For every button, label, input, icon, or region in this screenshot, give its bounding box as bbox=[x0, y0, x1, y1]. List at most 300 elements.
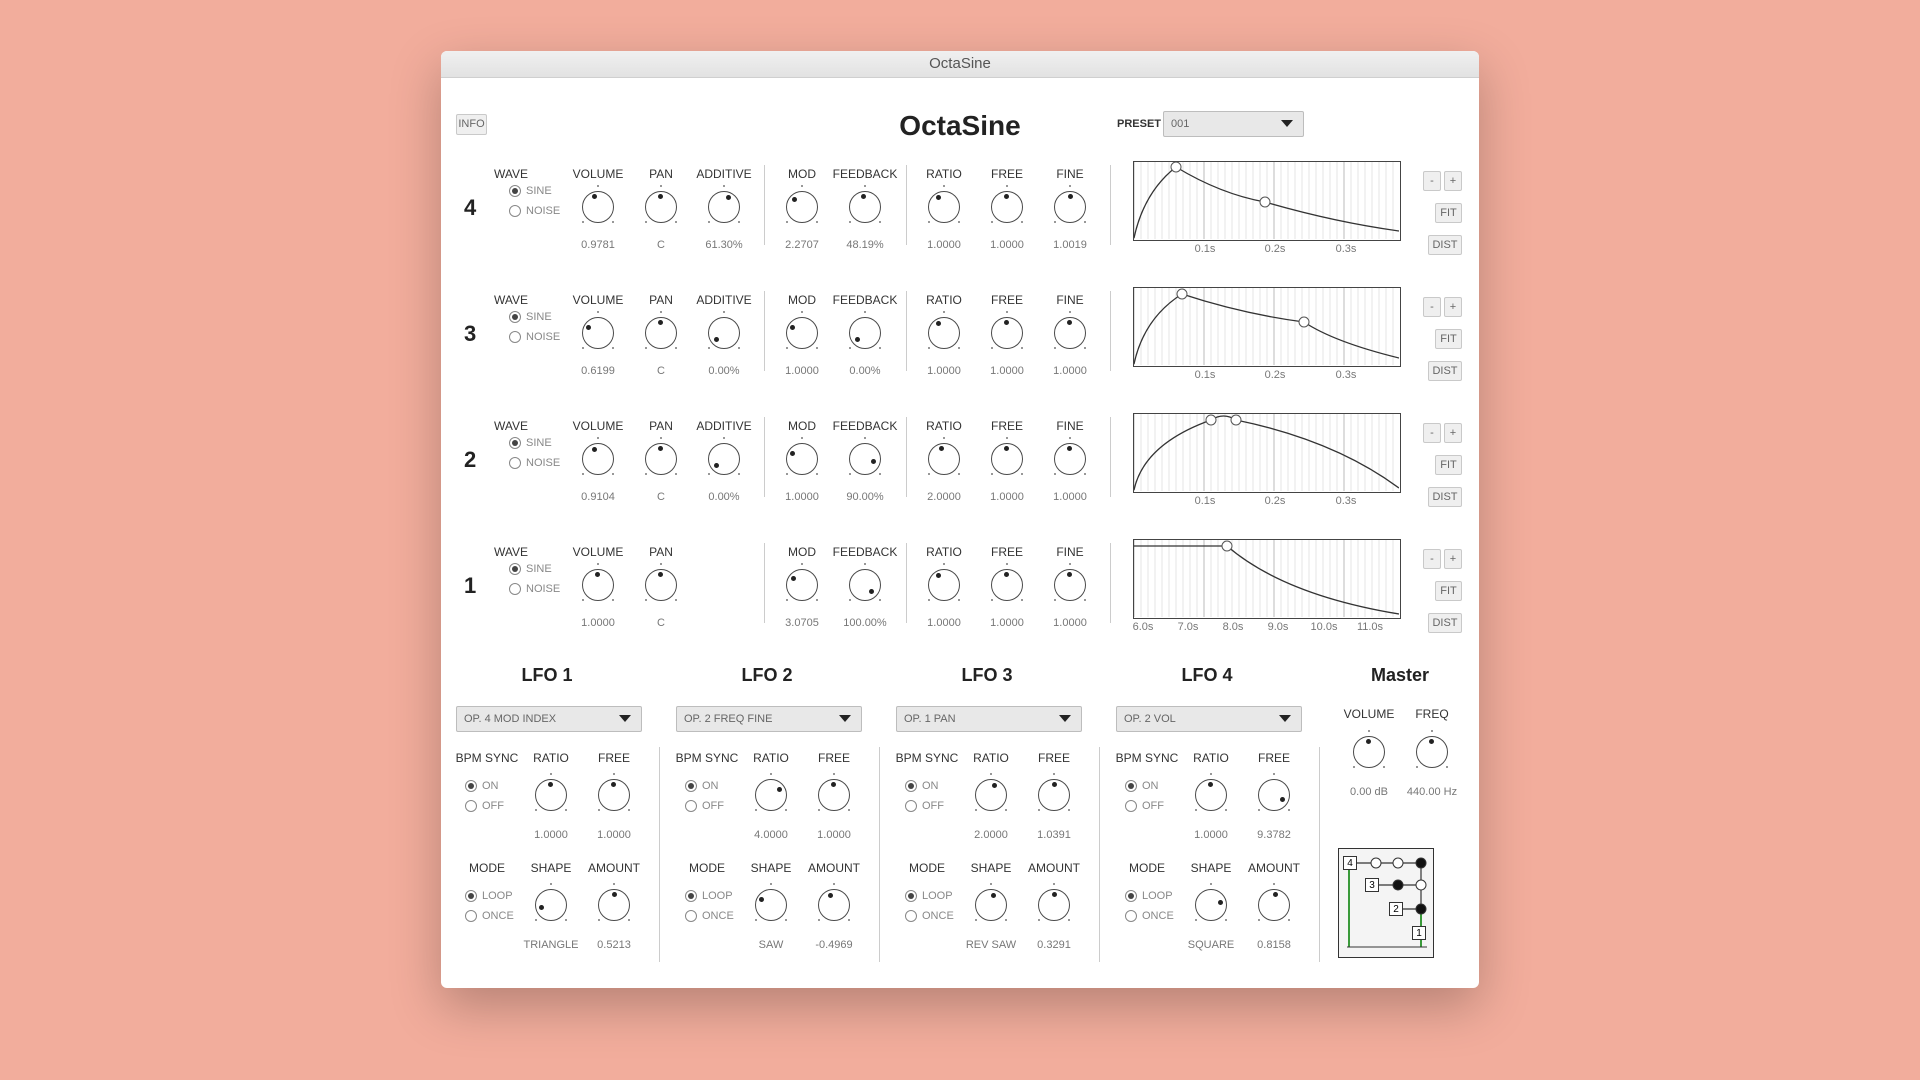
knob-tick bbox=[991, 347, 993, 349]
envelope-handle[interactable] bbox=[1231, 415, 1241, 425]
fine-knob[interactable] bbox=[1054, 317, 1086, 349]
ratio-knob[interactable] bbox=[928, 443, 960, 475]
lfo-target-select[interactable] bbox=[456, 706, 642, 732]
mode-loop[interactable] bbox=[685, 890, 733, 902]
operator-box: 3 bbox=[1365, 878, 1379, 892]
knob-tick bbox=[1084, 221, 1086, 223]
knob-tick bbox=[849, 473, 851, 475]
lfo-divider bbox=[1319, 747, 1320, 962]
envelope-handle[interactable] bbox=[1177, 289, 1187, 299]
envelope-time-label: 0.3s bbox=[1335, 243, 1357, 255]
lfo-free-label: FREE bbox=[1257, 751, 1290, 765]
section-divider bbox=[1110, 417, 1111, 497]
knob-label-fine: FINE bbox=[1056, 167, 1084, 181]
knob-tick bbox=[928, 599, 930, 601]
knob-tick bbox=[1368, 730, 1370, 732]
matrix-node[interactable] bbox=[1393, 880, 1403, 890]
knob-tick bbox=[990, 883, 992, 885]
knob-indicator bbox=[831, 782, 836, 787]
lfo-free-knob[interactable] bbox=[1258, 779, 1290, 811]
shape-value: REV SAW bbox=[965, 939, 1017, 951]
zoom-in-button[interactable]: + bbox=[1444, 549, 1462, 569]
knob-tick bbox=[770, 773, 772, 775]
knob-tick bbox=[801, 437, 803, 439]
mode-once[interactable] bbox=[685, 910, 734, 922]
lfo-free-label: FREE bbox=[1037, 751, 1070, 765]
lfo-ratio-value: 2.0000 bbox=[974, 829, 1008, 841]
knob-value-feedback: 48.19% bbox=[846, 239, 884, 251]
shape-value: SAW bbox=[758, 939, 784, 951]
bpm-sync-on[interactable] bbox=[905, 780, 939, 792]
lfo-ratio-knob[interactable] bbox=[755, 779, 787, 811]
envelope-graph[interactable] bbox=[1133, 539, 1401, 619]
knob-tick bbox=[612, 599, 614, 601]
radio-label: LOOP bbox=[702, 890, 733, 902]
wave-label: WAVE bbox=[493, 419, 528, 433]
mode-loop[interactable] bbox=[905, 890, 953, 902]
knob-tick bbox=[1258, 809, 1260, 811]
knob-tick bbox=[1038, 809, 1040, 811]
bpm-sync-off[interactable] bbox=[465, 800, 504, 812]
knob-value-fine: 1.0019 bbox=[1053, 239, 1087, 251]
knob-tick bbox=[708, 347, 710, 349]
lfo-target-select[interactable] bbox=[676, 706, 862, 732]
amount-knob[interactable] bbox=[598, 889, 630, 921]
master-title: Master bbox=[1370, 665, 1430, 685]
radio-circle bbox=[905, 890, 917, 902]
knob-tick bbox=[1069, 437, 1071, 439]
radio-label: ON bbox=[482, 780, 499, 792]
zoom-out-button[interactable]: - bbox=[1423, 423, 1441, 443]
envelope-graph[interactable] bbox=[1133, 161, 1401, 241]
knob-indicator bbox=[759, 897, 764, 902]
free-knob[interactable] bbox=[991, 443, 1023, 475]
envelope-time-label: 8.0s bbox=[1222, 621, 1244, 633]
dist-button[interactable]: DIST bbox=[1428, 487, 1462, 507]
knob-tick bbox=[864, 311, 866, 313]
matrix-node[interactable] bbox=[1371, 858, 1381, 868]
master-volume-label: VOLUME bbox=[1343, 707, 1395, 721]
knob-label-feedback: FEEDBACK bbox=[832, 545, 898, 559]
lfo-ratio-knob[interactable] bbox=[1195, 779, 1227, 811]
radio-label: NOISE bbox=[526, 331, 561, 343]
knob-tick bbox=[943, 185, 945, 187]
knob-tick bbox=[597, 185, 599, 187]
knob-tick bbox=[958, 221, 960, 223]
envelope-time-label: 7.0s bbox=[1177, 621, 1199, 633]
knob-indicator bbox=[790, 325, 795, 330]
modulation-matrix[interactable] bbox=[1338, 848, 1434, 958]
radio-circle bbox=[509, 437, 521, 449]
knob-tick bbox=[1288, 919, 1290, 921]
zoom-in-button[interactable]: + bbox=[1444, 171, 1462, 191]
amount-label: AMOUNT bbox=[588, 861, 640, 875]
mod-knob[interactable] bbox=[786, 191, 818, 223]
radio-label: ONCE bbox=[482, 910, 514, 922]
lfo-title: LFO 2 bbox=[741, 665, 793, 685]
knob-indicator bbox=[1004, 320, 1009, 325]
chevron-down-icon bbox=[619, 715, 631, 722]
knob-tick bbox=[1431, 730, 1433, 732]
wave-option-noise[interactable] bbox=[509, 331, 560, 343]
knob-label-feedback: FEEDBACK bbox=[832, 167, 898, 181]
mode-once[interactable] bbox=[465, 910, 514, 922]
knob-value-pan: C bbox=[657, 365, 665, 377]
envelope-time-label: 0.2s bbox=[1264, 495, 1286, 507]
knob-tick bbox=[675, 599, 677, 601]
knob-indicator bbox=[1273, 892, 1278, 897]
feedback-knob[interactable] bbox=[849, 443, 881, 475]
volume-knob[interactable] bbox=[582, 569, 614, 601]
dist-button[interactable]: DIST bbox=[1428, 235, 1462, 255]
section-divider bbox=[906, 291, 907, 371]
knob-indicator bbox=[777, 787, 782, 792]
shape-knob[interactable] bbox=[535, 889, 567, 921]
knob-indicator bbox=[548, 782, 553, 787]
bpm-sync-on[interactable] bbox=[1125, 780, 1159, 792]
fit-button[interactable]: FIT bbox=[1435, 581, 1462, 601]
envelope-handle[interactable] bbox=[1171, 162, 1181, 172]
master-freq-label: FREQ bbox=[1415, 707, 1449, 721]
ratio-knob[interactable] bbox=[928, 191, 960, 223]
lfo-target-value: OP. 4 MOD INDEX bbox=[464, 713, 557, 725]
knob-tick bbox=[1225, 809, 1227, 811]
knob-tick bbox=[582, 347, 584, 349]
lfo-divider bbox=[879, 747, 880, 962]
knob-indicator bbox=[936, 573, 941, 578]
matrix-node[interactable] bbox=[1393, 858, 1403, 868]
envelope-time-label: 0.2s bbox=[1264, 369, 1286, 381]
master-volume-knob[interactable] bbox=[1353, 736, 1385, 768]
knob-tick bbox=[550, 773, 552, 775]
radio-circle bbox=[685, 890, 697, 902]
master-freq-knob[interactable] bbox=[1416, 736, 1448, 768]
pan-knob[interactable] bbox=[645, 191, 677, 223]
amount-knob[interactable] bbox=[1258, 889, 1290, 921]
knob-tick bbox=[1068, 919, 1070, 921]
lfo-free-knob[interactable] bbox=[598, 779, 630, 811]
knob-value-free: 1.0000 bbox=[990, 365, 1024, 377]
knob-indicator bbox=[1429, 739, 1434, 744]
envelope-handle[interactable] bbox=[1222, 541, 1232, 551]
shape-label: SHAPE bbox=[970, 861, 1012, 875]
dist-button[interactable]: DIST bbox=[1428, 361, 1462, 381]
fine-knob[interactable] bbox=[1054, 191, 1086, 223]
radio-circle bbox=[905, 800, 917, 812]
knob-indicator bbox=[595, 572, 600, 577]
radio-circle bbox=[465, 890, 477, 902]
wave-option-sine[interactable] bbox=[509, 185, 552, 197]
shape-knob[interactable] bbox=[755, 889, 787, 921]
knob-indicator bbox=[1366, 739, 1371, 744]
knob-tick bbox=[928, 473, 930, 475]
envelope-svg bbox=[1134, 288, 1399, 365]
preset-select[interactable] bbox=[1163, 111, 1304, 137]
knob-value-feedback: 100.00% bbox=[843, 617, 887, 629]
knob-tick bbox=[991, 599, 993, 601]
knob-indicator bbox=[871, 459, 876, 464]
knob-label-free: FREE bbox=[990, 419, 1023, 433]
radio-label: ON bbox=[1142, 780, 1159, 792]
radio-label: SINE bbox=[526, 185, 552, 197]
mode-label: MODE bbox=[909, 861, 945, 875]
zoom-out-button[interactable]: - bbox=[1423, 297, 1441, 317]
knob-value-pan: C bbox=[657, 617, 665, 629]
amount-knob[interactable] bbox=[1038, 889, 1070, 921]
volume-knob[interactable] bbox=[582, 443, 614, 475]
bpm-sync-off[interactable] bbox=[685, 800, 724, 812]
envelope-graph[interactable] bbox=[1133, 287, 1401, 367]
radio-label: LOOP bbox=[482, 890, 513, 902]
envelope-time-label: 0.3s bbox=[1335, 495, 1357, 507]
knob-indicator bbox=[855, 337, 860, 342]
fine-knob[interactable] bbox=[1054, 443, 1086, 475]
wave-option-noise[interactable] bbox=[509, 457, 560, 469]
lfo-ratio-label: RATIO bbox=[1193, 751, 1229, 765]
lfo-target-select[interactable] bbox=[896, 706, 1082, 732]
knob-tick bbox=[879, 347, 881, 349]
knob-indicator bbox=[991, 893, 996, 898]
knob-tick bbox=[958, 347, 960, 349]
lfo-title: LFO 4 bbox=[1181, 665, 1233, 685]
section-divider bbox=[906, 165, 907, 245]
knob-indicator bbox=[539, 905, 544, 910]
knob-tick bbox=[1054, 347, 1056, 349]
knob-tick bbox=[1006, 563, 1008, 565]
knob-indicator bbox=[1052, 782, 1057, 787]
volume-knob[interactable] bbox=[582, 317, 614, 349]
knob-tick bbox=[598, 809, 600, 811]
pan-knob[interactable] bbox=[645, 317, 677, 349]
wave-option-noise[interactable] bbox=[509, 205, 560, 217]
knob-indicator bbox=[1068, 194, 1073, 199]
knob-tick bbox=[770, 883, 772, 885]
knob-label-mod: MOD bbox=[788, 545, 816, 559]
dist-button[interactable]: DIST bbox=[1428, 613, 1462, 633]
lfo-ratio-value: 1.0000 bbox=[534, 829, 568, 841]
knob-tick bbox=[598, 919, 600, 921]
knob-value-volume: 0.9781 bbox=[581, 239, 615, 251]
knob-label-free: FREE bbox=[990, 167, 1023, 181]
section-divider bbox=[764, 417, 765, 497]
knob-value-mod: 1.0000 bbox=[785, 365, 819, 377]
radio-circle bbox=[1125, 910, 1137, 922]
wave-option-noise[interactable] bbox=[509, 583, 560, 595]
knob-tick bbox=[786, 599, 788, 601]
knob-indicator bbox=[790, 451, 795, 456]
knob-indicator bbox=[592, 447, 597, 452]
free-knob[interactable] bbox=[991, 569, 1023, 601]
knob-tick bbox=[723, 311, 725, 313]
knob-tick bbox=[597, 311, 599, 313]
zoom-out-button[interactable]: - bbox=[1423, 549, 1441, 569]
knob-tick bbox=[535, 919, 537, 921]
section-divider bbox=[1110, 543, 1111, 623]
free-knob[interactable] bbox=[991, 317, 1023, 349]
section-divider bbox=[764, 165, 765, 245]
fine-knob[interactable] bbox=[1054, 569, 1086, 601]
envelope-handle[interactable] bbox=[1206, 415, 1216, 425]
mod-knob[interactable] bbox=[786, 569, 818, 601]
knob-tick bbox=[816, 347, 818, 349]
knob-value-fine: 1.0000 bbox=[1053, 365, 1087, 377]
amount-knob[interactable] bbox=[818, 889, 850, 921]
pan-knob[interactable] bbox=[645, 569, 677, 601]
matrix-node[interactable] bbox=[1416, 880, 1426, 890]
mod-knob[interactable] bbox=[786, 443, 818, 475]
wave-option-sine[interactable] bbox=[509, 563, 552, 575]
radio-circle bbox=[905, 780, 917, 792]
knob-tick bbox=[816, 599, 818, 601]
shape-value: SQUARE bbox=[1187, 939, 1235, 951]
wave-option-sine[interactable] bbox=[509, 311, 552, 323]
chevron-down-icon bbox=[1281, 120, 1293, 127]
knob-tick bbox=[1068, 809, 1070, 811]
bpm-sync-off[interactable] bbox=[905, 800, 944, 812]
mode-once[interactable] bbox=[1125, 910, 1174, 922]
info-button[interactable]: INFO bbox=[456, 114, 487, 135]
knob-tick bbox=[660, 185, 662, 187]
additive-knob[interactable] bbox=[708, 191, 740, 223]
lfo-target-select[interactable] bbox=[1116, 706, 1302, 732]
knob-tick bbox=[613, 883, 615, 885]
knob-label-ratio: RATIO bbox=[926, 419, 962, 433]
shape-knob[interactable] bbox=[975, 889, 1007, 921]
knob-label-fine: FINE bbox=[1056, 545, 1084, 559]
ratio-knob[interactable] bbox=[928, 317, 960, 349]
knob-tick bbox=[801, 311, 803, 313]
lfo-ratio-knob[interactable] bbox=[975, 779, 1007, 811]
envelope-handle[interactable] bbox=[1260, 197, 1270, 207]
preset-value: 001 bbox=[1171, 118, 1190, 130]
additive-knob[interactable] bbox=[708, 443, 740, 475]
knob-indicator bbox=[658, 320, 663, 325]
operator-number: 2 bbox=[464, 447, 477, 472]
radio-circle bbox=[465, 910, 477, 922]
knob-tick bbox=[801, 563, 803, 565]
knob-tick bbox=[1210, 773, 1212, 775]
knob-tick bbox=[645, 473, 647, 475]
knob-tick bbox=[1195, 809, 1197, 811]
knob-tick bbox=[645, 347, 647, 349]
knob-label-additive: ADDITIVE bbox=[696, 293, 752, 307]
lfo-free-knob[interactable] bbox=[818, 779, 850, 811]
mod-knob[interactable] bbox=[786, 317, 818, 349]
mode-loop[interactable] bbox=[1125, 890, 1173, 902]
knob-tick bbox=[928, 221, 930, 223]
fit-button[interactable]: FIT bbox=[1435, 203, 1462, 223]
knob-value-additive: 0.00% bbox=[708, 491, 740, 503]
lfo-free-value: 1.0391 bbox=[1037, 829, 1071, 841]
lfo-ratio-label: RATIO bbox=[973, 751, 1009, 765]
knob-indicator bbox=[791, 576, 796, 581]
zoom-out-button[interactable]: - bbox=[1423, 171, 1441, 191]
matrix-node[interactable] bbox=[1416, 858, 1426, 868]
ratio-knob[interactable] bbox=[928, 569, 960, 601]
knob-value-fine: 1.0000 bbox=[1053, 491, 1087, 503]
matrix-node[interactable] bbox=[1416, 904, 1426, 914]
knob-tick bbox=[816, 473, 818, 475]
knob-value-free: 1.0000 bbox=[990, 491, 1024, 503]
mode-once[interactable] bbox=[905, 910, 954, 922]
amount-value: 0.3291 bbox=[1037, 939, 1071, 951]
feedback-knob[interactable] bbox=[849, 569, 881, 601]
lfo-title: LFO 3 bbox=[961, 665, 1013, 685]
knob-label-ratio: RATIO bbox=[926, 293, 962, 307]
knob-value-feedback: 0.00% bbox=[849, 365, 881, 377]
knob-label-free: FREE bbox=[990, 545, 1023, 559]
knob-indicator bbox=[658, 194, 663, 199]
knob-tick bbox=[612, 221, 614, 223]
knob-indicator bbox=[611, 782, 616, 787]
radio-circle bbox=[1125, 800, 1137, 812]
radio-circle bbox=[509, 205, 521, 217]
radio-label: ONCE bbox=[1142, 910, 1174, 922]
knob-tick bbox=[864, 437, 866, 439]
mode-label: MODE bbox=[469, 861, 505, 875]
radio-circle bbox=[509, 311, 521, 323]
bpm-sync-off[interactable] bbox=[1125, 800, 1164, 812]
mode-loop[interactable] bbox=[465, 890, 513, 902]
zoom-in-button[interactable]: + bbox=[1444, 423, 1462, 443]
knob-value-volume: 0.6199 bbox=[581, 365, 615, 377]
radio-label: SINE bbox=[526, 437, 552, 449]
knob-tick bbox=[864, 563, 866, 565]
volume-knob[interactable] bbox=[582, 191, 614, 223]
knob-tick bbox=[1225, 919, 1227, 921]
radio-circle bbox=[1125, 780, 1137, 792]
shape-knob[interactable] bbox=[1195, 889, 1227, 921]
lfo-free-knob[interactable] bbox=[1038, 779, 1070, 811]
knob-indicator bbox=[1067, 320, 1072, 325]
envelope-time-label: 0.1s bbox=[1194, 243, 1216, 255]
feedback-knob[interactable] bbox=[849, 317, 881, 349]
knob-tick bbox=[738, 473, 740, 475]
knob-tick bbox=[582, 473, 584, 475]
knob-indicator bbox=[861, 194, 866, 199]
fit-button[interactable]: FIT bbox=[1435, 329, 1462, 349]
envelope-time-label: 10.0s bbox=[1310, 621, 1338, 633]
wave-option-sine[interactable] bbox=[509, 437, 552, 449]
knob-tick bbox=[550, 883, 552, 885]
free-knob[interactable] bbox=[991, 191, 1023, 223]
knob-tick bbox=[660, 311, 662, 313]
knob-tick bbox=[990, 773, 992, 775]
knob-indicator bbox=[1004, 194, 1009, 199]
envelope-time-label: 6.0s bbox=[1132, 621, 1154, 633]
envelope-handle[interactable] bbox=[1299, 317, 1309, 327]
knob-tick bbox=[675, 473, 677, 475]
envelope-graph[interactable] bbox=[1133, 413, 1401, 493]
knob-tick bbox=[1005, 919, 1007, 921]
preset-label: PRESET bbox=[1117, 118, 1162, 130]
radio-circle bbox=[685, 910, 697, 922]
knob-tick bbox=[1069, 311, 1071, 313]
knob-tick bbox=[1038, 919, 1040, 921]
bpm-sync-on[interactable] bbox=[685, 780, 719, 792]
bpm-sync-on[interactable] bbox=[465, 780, 499, 792]
pan-knob[interactable] bbox=[645, 443, 677, 475]
fit-button[interactable]: FIT bbox=[1435, 455, 1462, 475]
additive-knob[interactable] bbox=[708, 317, 740, 349]
lfo-ratio-knob[interactable] bbox=[535, 779, 567, 811]
feedback-knob[interactable] bbox=[849, 191, 881, 223]
knob-value-pan: C bbox=[657, 239, 665, 251]
zoom-in-button[interactable]: + bbox=[1444, 297, 1462, 317]
knob-tick bbox=[1053, 883, 1055, 885]
lfo-divider bbox=[659, 747, 660, 962]
radio-circle bbox=[509, 563, 521, 575]
